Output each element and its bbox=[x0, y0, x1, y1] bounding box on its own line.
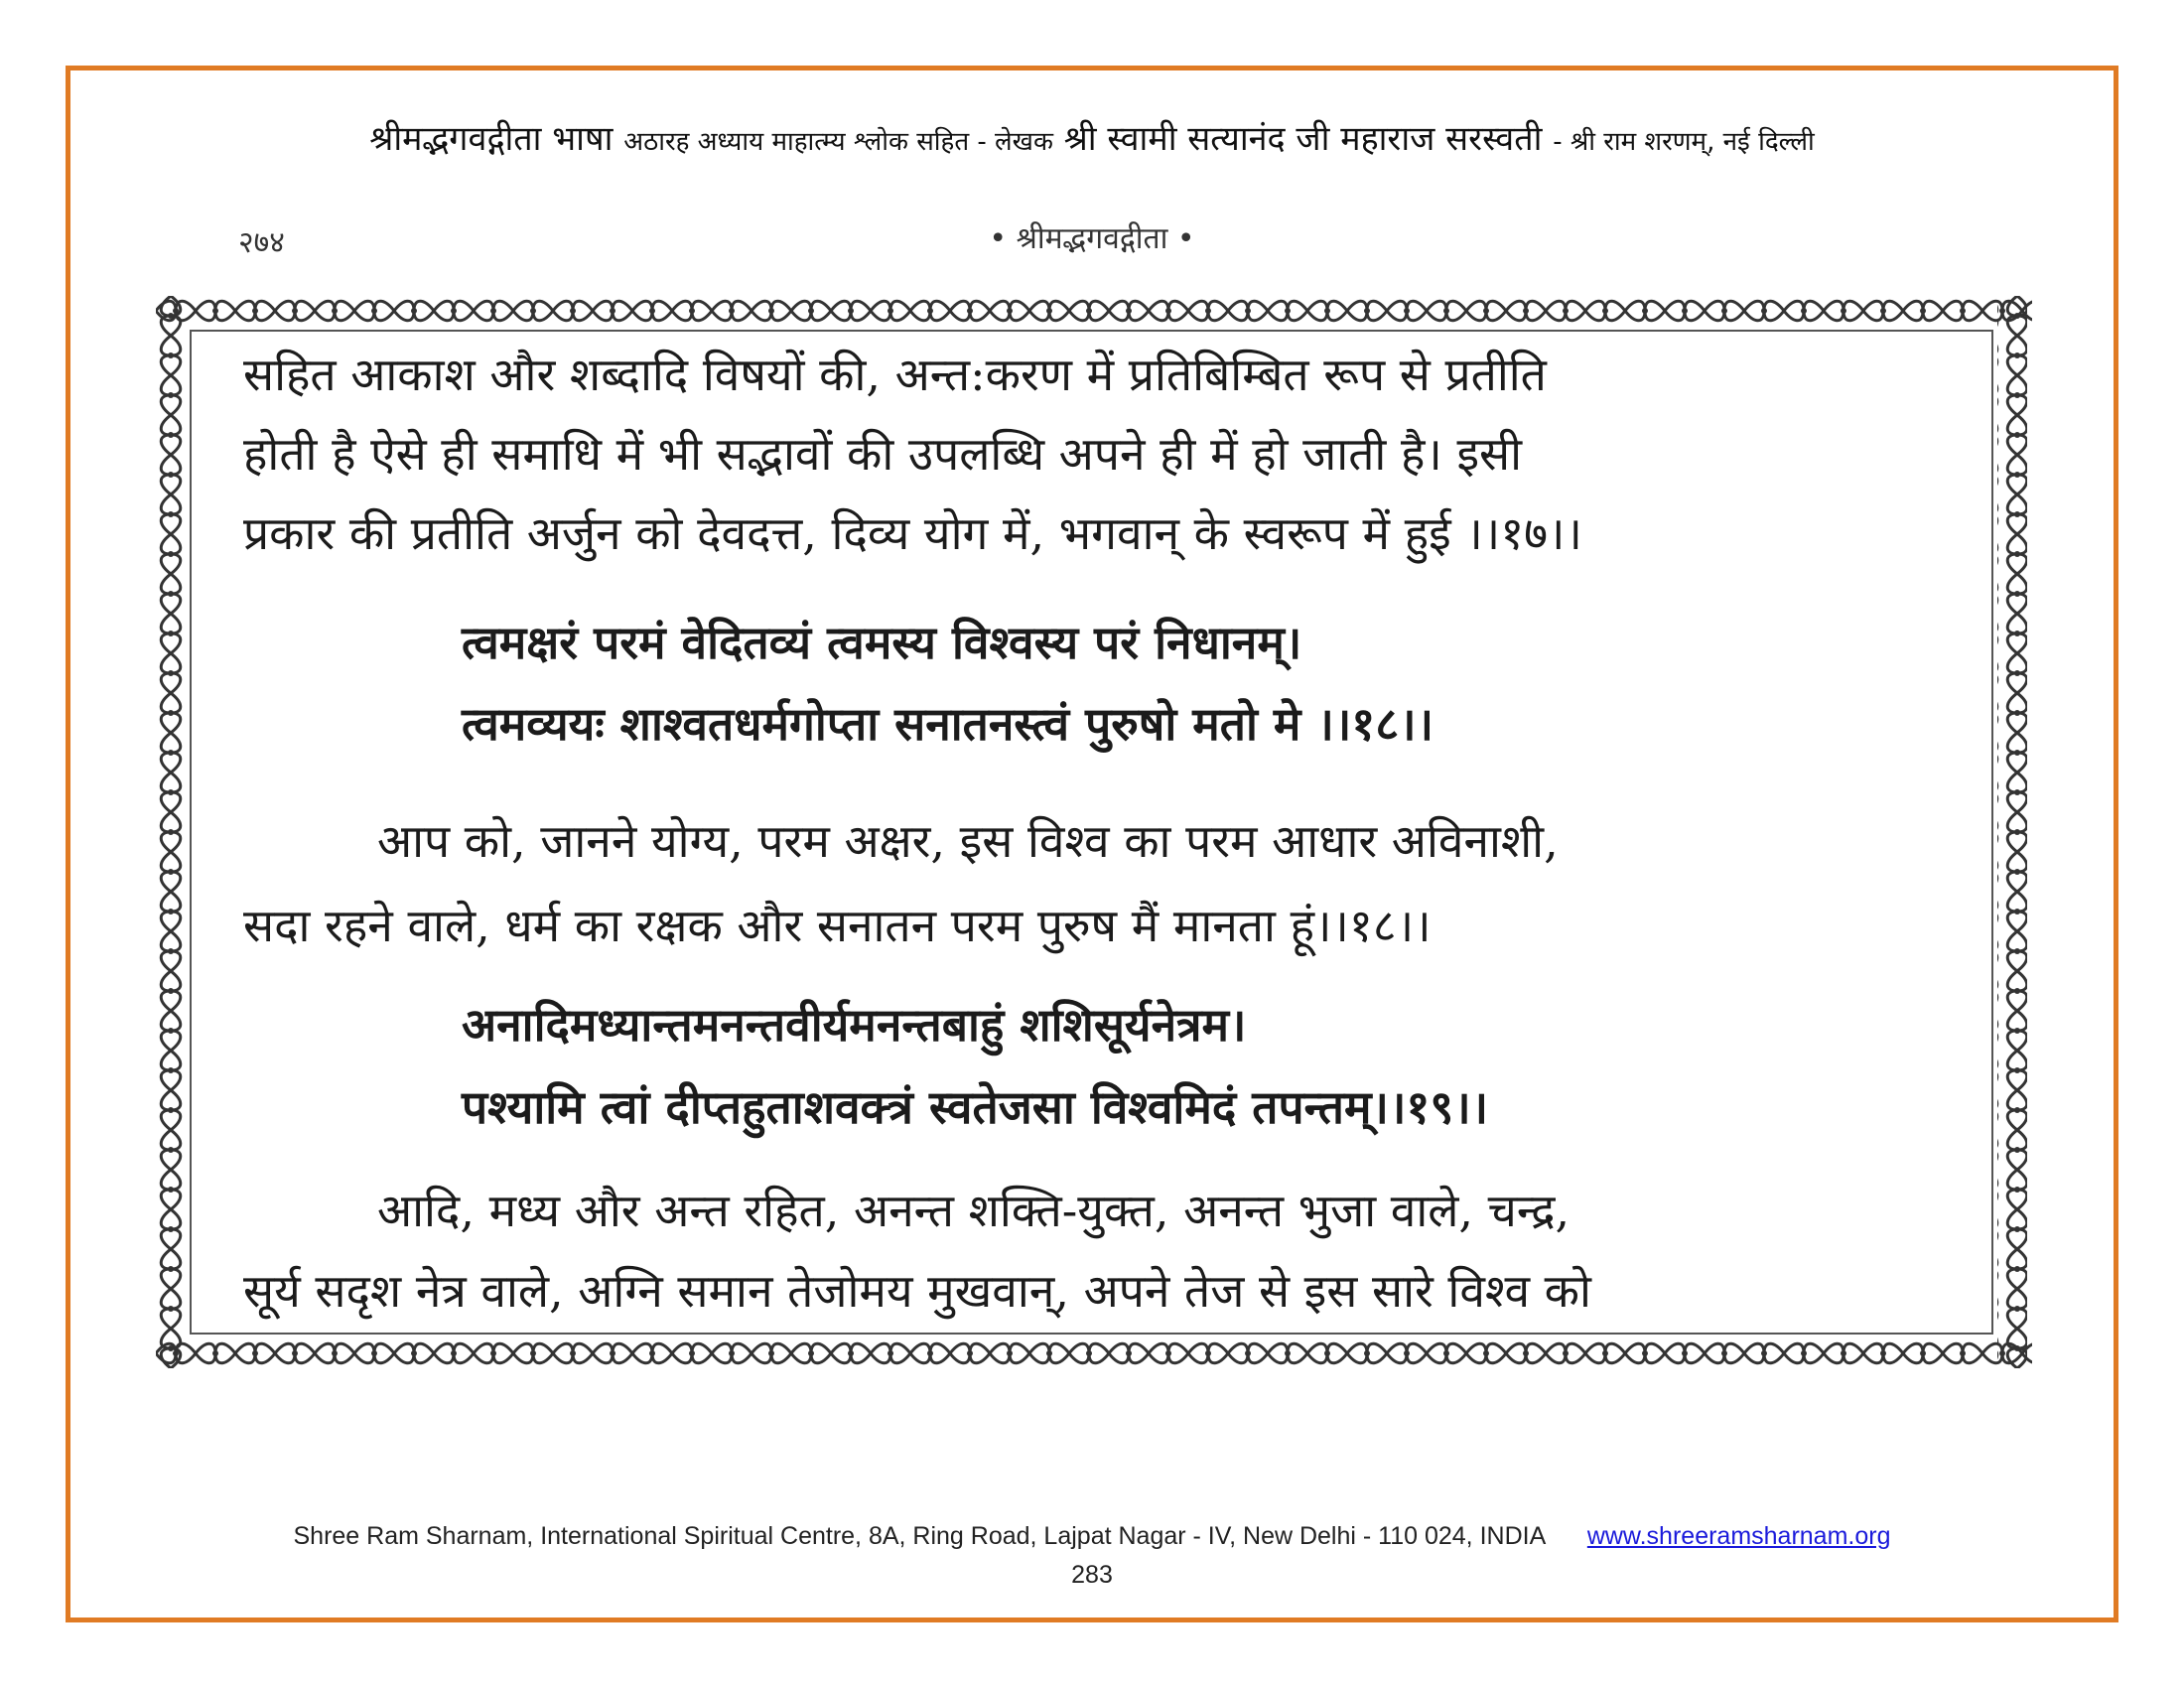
verse-18-line-1: त्वमक्षरं परमं वेदितव्यं त्वमस्य विश्वस्य परं निधानम्। bbox=[462, 616, 1302, 669]
prose-line-2: होती है ऐसे ही समाधि में भी सद्भावों की उपलब्धि अपने ही में हो जाती है। इसी bbox=[243, 427, 1523, 481]
prose-line-3: प्रकार की प्रतीति अर्जुन को देवदत्त, दिव्य योग में, भगवान् के स्वरूप में हुई ।।१७।। bbox=[243, 506, 1582, 560]
verse-19-line-2: पश्यामि त्वां दीप्तहुताशवक्त्रं स्वतेजसा विश्वमिदं तपन्तम्।।१९।। bbox=[462, 1080, 1489, 1134]
translation-19-line-2: सूर्य सदृश नेत्र वाले, अग्नि समान तेजोमय मुखवान्, अपने तेज से इस सारे विश्व को bbox=[243, 1264, 1591, 1318]
verse-18-line-2: त्वमव्ययः शाश्वतधर्मगोप्ता सनातनस्त्वं पुरुषो मतो मे ।।१८।। bbox=[462, 697, 1434, 751]
header-publisher: - श्री राम शरणम्, नई दिल्ली bbox=[1553, 127, 1815, 157]
prose-line-1: सहित आकाश और शब्दादि विषयों की, अन्त:करण में प्रतिबिम्बित रूप से प्रतीति bbox=[243, 348, 1547, 401]
website-link[interactable]: www.shreeramsharnam.org bbox=[1586, 1522, 1891, 1550]
translation-18-line-1: आप को, जानने योग्य, परम अक्षर, इस विश्व का परम आधार अविनाशी, bbox=[377, 814, 1559, 868]
page-number: 283 bbox=[1071, 1561, 1113, 1589]
scan-running-head: • श्रीमद्भगवद्गीता • bbox=[989, 221, 1195, 256]
document-header bbox=[0, 114, 2184, 160]
verse-19-line-1: अनादिमध्यान्तमनन्तवीर्यमनन्तबाहुं शशिसूर्यनेत्रम। bbox=[462, 998, 1247, 1052]
header-title: श्रीमद्भगवद्गीता भाषा bbox=[369, 119, 614, 159]
translation-18-line-2: सदा रहने वाले, धर्म का रक्षक और सनातन परम पुरुष मैं मानता हूं।।१८।। bbox=[243, 899, 1432, 952]
header-author: श्री स्वामी सत्यानंद जी महाराज सरस्वती bbox=[1063, 119, 1543, 159]
footer-address: Shree Ram Sharnam, International Spiritual Centre, 8A, Ring Road, Lajpat Nagar - IV, New Delhi - 110 024, INDIA bbox=[293, 1522, 1545, 1550]
scan-page-number: २७४ bbox=[238, 225, 285, 260]
header-subtitle: अठारह अध्याय माहात्म्य श्लोक सहित - लेखक bbox=[623, 127, 1053, 157]
translation-19-line-1: आदि, मध्य और अन्त रहित, अनन्त शक्ति-युक्त, अनन्त भुजा वाले, चन्द्र, bbox=[377, 1184, 1570, 1237]
footer bbox=[0, 1522, 2184, 1551]
